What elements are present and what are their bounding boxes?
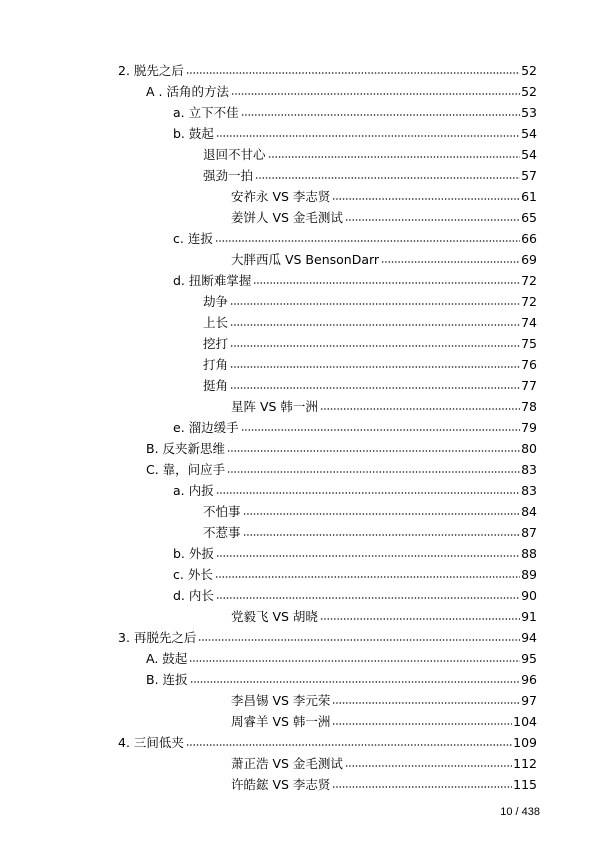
toc-entry[interactable]	[173, 268, 537, 289]
toc-entry-label: 李昌锡 VS 李元荣	[231, 693, 331, 708]
toc-entry[interactable]	[231, 688, 537, 709]
toc-entry-page: 57	[521, 168, 537, 183]
toc-entry-label: 萧正浩 VS 金毛测试	[231, 756, 343, 771]
toc-entry-page: 89	[521, 567, 537, 582]
toc-entry[interactable]	[203, 310, 537, 331]
toc-entry-page: 88	[521, 546, 537, 561]
dot-leader	[320, 406, 520, 412]
toc-entry-label: 劫争	[203, 294, 229, 309]
toc-entry[interactable]	[173, 121, 537, 142]
toc-entry-page: 84	[521, 504, 537, 519]
toc-entry-page: 74	[521, 315, 537, 330]
toc-entry-label: 3. 再脱先之后	[118, 630, 197, 645]
toc-entry-label: A. 鼓起	[146, 651, 188, 666]
toc-entry-page: 112	[513, 756, 537, 771]
dot-leader	[231, 91, 520, 97]
toc-entry-page: 61	[521, 189, 537, 204]
dot-leader	[332, 196, 520, 202]
toc-entry[interactable]	[231, 184, 537, 205]
toc-entry-page: 95	[521, 651, 537, 666]
toc-entry[interactable]	[231, 751, 537, 772]
toc-entry[interactable]	[118, 625, 537, 646]
toc-entry[interactable]	[203, 289, 537, 310]
toc-entry[interactable]	[231, 709, 537, 730]
toc-entry-label: B. 连扳	[146, 672, 188, 687]
dot-leader	[198, 637, 520, 643]
dot-leader	[255, 175, 520, 181]
dot-leader	[186, 742, 512, 748]
toc-entry-page: 115	[513, 777, 537, 792]
toc-entry-page: 54	[521, 147, 537, 162]
page-number: 10 / 438	[500, 806, 540, 818]
toc-entry-label: 强劲一拍	[203, 168, 254, 183]
toc-entry-page: 77	[521, 378, 537, 393]
dot-leader	[332, 784, 512, 790]
toc-entry[interactable]	[173, 226, 537, 247]
toc-entry-label: a. 立下不佳	[173, 105, 239, 120]
toc-entry-label: 不惹事	[203, 525, 241, 540]
dot-leader	[332, 700, 520, 706]
toc-entry-page: 76	[521, 357, 537, 372]
dot-leader	[230, 343, 520, 349]
toc-entry-label: 星阵 VS 韩一洲	[231, 399, 318, 414]
toc-entry[interactable]	[146, 457, 537, 478]
toc-entry[interactable]	[146, 646, 537, 667]
toc-entry-label: 许皓鋐 VS 李志贤	[231, 777, 331, 792]
toc-entry[interactable]	[146, 667, 537, 688]
toc-entry-label: 挖打	[203, 336, 229, 351]
dot-leader	[216, 553, 520, 559]
toc-entry-label: 大胖西瓜 VS BensonDarr	[231, 252, 380, 267]
toc-entry-page: 72	[521, 294, 537, 309]
toc-entry[interactable]	[173, 583, 537, 604]
toc-entry-label: 周睿羊 VS 韩一洲	[231, 714, 331, 729]
dot-leader	[230, 364, 520, 370]
toc-entry-label: 打角	[203, 357, 229, 372]
toc-entry-page: 66	[521, 231, 537, 246]
dot-leader	[243, 511, 521, 517]
dot-leader	[243, 532, 521, 538]
toc-entry-page: 80	[521, 441, 537, 456]
toc-entry-label: 安祚永 VS 李志贤	[231, 189, 331, 204]
toc-entry-label: d. 内长	[173, 588, 214, 603]
toc-entry-label: b. 鼓起	[173, 126, 214, 141]
toc-entry-page: 53	[521, 105, 537, 120]
toc-entry-label: d. 扭断难掌握	[173, 273, 252, 288]
toc-entry-page: 109	[513, 735, 537, 750]
toc-entry-page: 69	[521, 252, 537, 267]
dot-leader	[216, 490, 520, 496]
dot-leader	[216, 133, 520, 139]
dot-leader	[345, 217, 520, 223]
toc-entry[interactable]	[203, 520, 537, 541]
dot-leader	[230, 385, 520, 391]
dot-leader	[241, 427, 520, 433]
toc-entry[interactable]	[203, 373, 537, 394]
dot-leader	[332, 721, 512, 727]
toc-entry[interactable]	[173, 541, 537, 562]
toc-entry[interactable]	[203, 163, 537, 184]
dot-leader	[241, 112, 520, 118]
toc-entry-page: 65	[521, 210, 537, 225]
dot-leader	[215, 238, 520, 244]
toc-entry-label: 党毅飞 VS 胡晓	[231, 609, 318, 624]
toc-entry-label: e. 溜边缓手	[173, 420, 239, 435]
dot-leader	[190, 679, 521, 685]
toc-entry-label: c. 连扳	[173, 231, 213, 246]
toc-entry[interactable]	[173, 100, 537, 121]
toc-entry-page: 83	[521, 483, 537, 498]
toc-entry-page: 75	[521, 336, 537, 351]
toc-entry-page: 96	[521, 672, 537, 687]
toc-entry[interactable]	[173, 478, 537, 499]
toc-entry-page: 72	[521, 273, 537, 288]
toc-entry-page: 90	[521, 588, 537, 603]
toc-entry-page: 87	[521, 525, 537, 540]
dot-leader	[227, 469, 520, 475]
toc-entry[interactable]	[173, 415, 537, 436]
dot-leader	[268, 154, 521, 160]
toc-entry[interactable]	[231, 205, 537, 226]
toc-entry-label: A . 活角的方法	[146, 84, 229, 99]
toc-entry[interactable]	[118, 730, 537, 751]
toc-entry[interactable]	[231, 247, 537, 268]
toc-entry-label: 2. 脱先之后	[118, 63, 184, 78]
dot-leader	[215, 574, 520, 580]
toc-entry[interactable]	[146, 79, 537, 100]
toc-entry-label: B. 反夹新思维	[146, 441, 226, 456]
toc-entry-page: 97	[521, 693, 537, 708]
toc-entry[interactable]	[203, 352, 537, 373]
toc-entry[interactable]	[203, 499, 537, 520]
toc-entry[interactable]	[118, 58, 537, 79]
toc-entry-label: 姜饼人 VS 金毛测试	[231, 210, 343, 225]
toc-entry[interactable]	[203, 331, 537, 352]
toc-entry[interactable]	[231, 772, 537, 793]
dot-leader	[320, 616, 520, 622]
dot-leader	[253, 280, 520, 286]
toc-entry-label: b. 外扳	[173, 546, 214, 561]
toc-entry[interactable]	[146, 436, 537, 457]
toc-entry-label: 挺角	[203, 378, 229, 393]
toc-entry-page: 91	[521, 609, 537, 624]
toc-entry-label: C. 靠，问应手	[146, 462, 226, 477]
toc-entry-page: 94	[521, 630, 537, 645]
dot-leader	[230, 301, 520, 307]
dot-leader	[227, 448, 520, 454]
toc-entry-label: a. 内扳	[173, 483, 214, 498]
toc-entry[interactable]	[231, 394, 537, 415]
toc-entry[interactable]	[231, 604, 537, 625]
toc-entry-page: 54	[521, 126, 537, 141]
dot-leader	[230, 322, 520, 328]
toc-entry-page: 104	[513, 714, 537, 729]
toc-entry-label: 退回不甘心	[203, 147, 266, 162]
dot-leader	[186, 70, 520, 76]
dot-leader	[345, 763, 512, 769]
toc-entry[interactable]	[173, 562, 537, 583]
dot-leader	[216, 595, 520, 601]
toc-entry-page: 79	[521, 420, 537, 435]
toc-entry-page: 52	[521, 84, 537, 99]
toc-entry-page: 78	[521, 399, 537, 414]
toc-entry-page: 52	[521, 63, 537, 78]
toc-entry-label: 4. 三间低夹	[118, 735, 184, 750]
dot-leader	[189, 658, 520, 664]
toc-entry-label: 不怕事	[203, 504, 241, 519]
toc-entry-label: c. 外长	[173, 567, 213, 582]
dot-leader	[381, 259, 520, 265]
toc-entry[interactable]	[203, 142, 537, 163]
toc-entry-label: 上长	[203, 315, 229, 330]
toc-entry-page: 83	[521, 462, 537, 477]
